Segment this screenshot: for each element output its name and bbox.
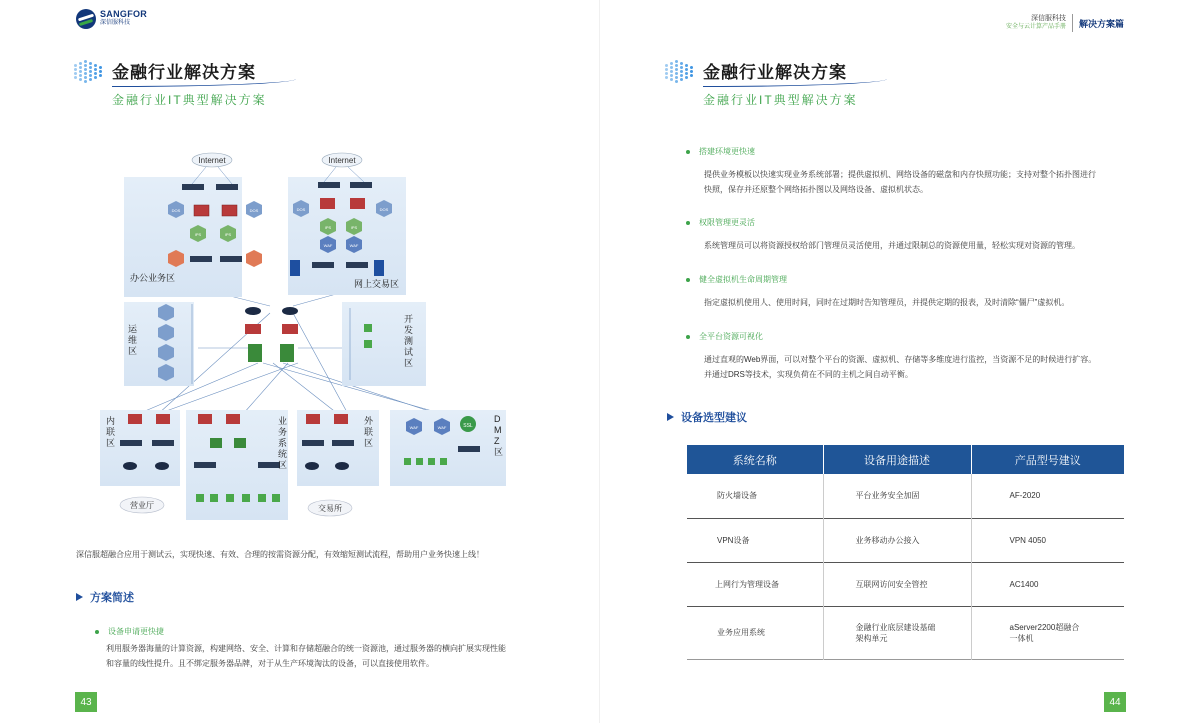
header-section: 解决方案篇 [1078, 18, 1124, 29]
decor-dot [89, 70, 92, 73]
table-cell: VPN 4050 [1009, 535, 1046, 545]
zone-label-business: 业务系统区 [278, 416, 288, 470]
decor-dot [680, 74, 683, 77]
decor-dot [74, 64, 77, 67]
decor-dot [89, 62, 92, 65]
decor-dot [79, 74, 82, 77]
decor-dot [74, 76, 77, 79]
sangfor-logo [76, 9, 147, 29]
svg-text:DOS: DOS [379, 207, 389, 212]
feature-item [686, 274, 787, 285]
decor-dot [680, 62, 683, 65]
table-row [687, 474, 1124, 518]
dot-grid-icon [74, 60, 104, 82]
decor-dot [89, 78, 92, 81]
overview-heading-text: 方案简述 [90, 592, 134, 604]
decor-dot [675, 80, 678, 83]
decor-dot [685, 72, 688, 75]
decor-dot [675, 72, 678, 75]
section-title: 金融行业解决方案 [703, 63, 847, 82]
internet-label: Internet [328, 156, 356, 165]
decor-dot [670, 74, 673, 77]
decor-dot [665, 68, 668, 71]
table-cell: 上网行为管理设备 [687, 562, 823, 606]
section-title: 金融行业解决方案 [112, 63, 256, 82]
feature-item [686, 217, 755, 228]
decor-dot [670, 66, 673, 69]
decor-dot [665, 76, 668, 79]
decor-dot [685, 64, 688, 67]
triangle-bullet-icon [76, 593, 83, 601]
bullet-paragraph [106, 641, 546, 671]
bullet-dot-icon [686, 221, 690, 225]
bullet-dot-icon [95, 630, 99, 634]
decor-dot [79, 62, 82, 65]
decor-dot [680, 78, 683, 81]
internet-label: Internet [198, 156, 226, 165]
decor-dot [89, 74, 92, 77]
feature-paragraph [704, 238, 1144, 253]
decor-dot [89, 66, 92, 69]
device-selection-table [687, 445, 1124, 660]
decor-dot [84, 80, 87, 83]
decor-dot [680, 70, 683, 73]
zone-label-ops: 运维区 [128, 324, 138, 356]
exchange-label: 交易所 [318, 504, 342, 513]
decor-dot [99, 70, 102, 73]
zone-label-online-trade: 网上交易区 [354, 279, 400, 289]
header-company: 深信服科技 [1030, 15, 1066, 22]
paragraph-line: 并通过DRS等技术，实现负荷在不同的主机之间自动平衡。 [704, 370, 913, 379]
feature-paragraph [704, 167, 1144, 197]
cell-line: aServer2200超融合 [1009, 622, 1080, 632]
paragraph-line: 指定虚拟机使用人、使用时间，同时在过期时告知管理员，并提供定期的报表，及时清除“僵尸”虚拟机。 [704, 298, 1070, 307]
triangle-bullet-icon [667, 413, 674, 421]
table-cell: AF-2020 [1009, 491, 1041, 501]
table-row [687, 606, 1124, 659]
feature-item [686, 331, 763, 342]
decor-dot [99, 74, 102, 77]
svg-text:WAF: WAF [349, 243, 359, 248]
column-header: 产品型号建议 [971, 445, 1124, 474]
svg-text:IPS: IPS [324, 225, 332, 230]
decor-dot [690, 70, 693, 73]
zone-label-external: 外联区 [364, 416, 374, 448]
paragraph-line: 和容量的线性提升。且不绑定服务器品牌，对于从生产环境淘汰的设备，可以直接使用软件。 [106, 659, 434, 668]
decor-dot [84, 72, 87, 75]
decor-dot [685, 76, 688, 79]
brand-name-en: SANGFOR [100, 9, 148, 19]
feature-item [686, 146, 755, 157]
table-header-row [687, 445, 1124, 474]
paragraph-line: 利用服务器海量的计算资源，构建网络、安全、计算和存储超融合的统一资源池，通过服务器的横向扩展实现性能 [106, 644, 506, 653]
decor-dot [670, 78, 673, 81]
svg-text:WAF: WAF [409, 425, 419, 430]
table-cell [823, 606, 971, 659]
decor-dot [665, 64, 668, 67]
feature-paragraph [704, 295, 1144, 310]
decor-dot [84, 60, 87, 63]
svg-text:IPS: IPS [224, 232, 232, 237]
decor-dot [675, 76, 678, 79]
decor-dot [670, 70, 673, 73]
bullet-dot-icon [686, 150, 690, 154]
svg-text:IPS: IPS [350, 225, 358, 230]
svg-text:IPS: IPS [194, 232, 202, 237]
bullet-title: 设备申请更快捷 [108, 627, 164, 636]
svg-text:DOS: DOS [296, 207, 306, 212]
network-topology-diagram [98, 148, 510, 526]
svg-text:DOS: DOS [171, 208, 181, 213]
decor-dot [670, 62, 673, 65]
paragraph-line: 快照，保存并还原整个网络拓扑图以及网络设备、虚拟机状态。 [704, 185, 928, 194]
table-cell: 业务应用系统 [687, 606, 823, 659]
decor-dot [680, 66, 683, 69]
decor-dot [84, 76, 87, 79]
bullet-dot-icon [686, 278, 690, 282]
brand-name-cn: 深信服科技 [100, 20, 131, 26]
branch-label: 营业厅 [130, 501, 154, 510]
decor-dot [84, 68, 87, 71]
decor-dot [74, 68, 77, 71]
decor-dot [99, 66, 102, 69]
svg-text:SSL: SSL [463, 423, 473, 429]
decor-dot [94, 76, 97, 79]
title-underline [703, 79, 887, 87]
decor-dot [675, 60, 678, 63]
bullet-item [95, 626, 164, 637]
feature-title: 权限管理更灵活 [699, 218, 755, 227]
decor-dot [74, 72, 77, 75]
overview-heading [76, 589, 134, 605]
zone-label-office: 办公业务区 [130, 273, 176, 283]
selection-heading [667, 409, 747, 425]
section-subtitle: 金融行业IT典型解决方案 [112, 93, 267, 107]
decor-dot [94, 72, 97, 75]
decor-dot [79, 70, 82, 73]
table-cell: VPN设备 [687, 518, 823, 562]
decor-dot [685, 68, 688, 71]
decor-dot [94, 64, 97, 67]
zone-label-dmz: D M Z 区 [494, 414, 504, 457]
section-subtitle: 金融行业IT典型解决方案 [703, 93, 858, 107]
svg-text:DOS: DOS [249, 208, 259, 213]
feature-title: 健全虚拟机生命周期管理 [699, 275, 787, 284]
table-cell: 防火墙设备 [687, 474, 823, 518]
table-row [687, 562, 1124, 606]
table-cell: AC1400 [1009, 579, 1039, 589]
title-underline [112, 79, 296, 87]
paragraph-line: 通过直观的Web界面，可以对整个平台的资源、虚拟机、存储等多维度进行监控，当资源不足的时候进行扩容。 [704, 355, 1097, 364]
decor-dot [79, 78, 82, 81]
cell-line: 一体机 [1009, 633, 1034, 643]
decor-dot [675, 68, 678, 71]
header-subtitle: 安全与云计算产品手册 [1005, 24, 1066, 30]
table-cell: 互联网访问安全管控 [823, 562, 971, 606]
decor-dot [94, 68, 97, 71]
dot-grid-icon [665, 60, 695, 82]
bullet-dot-icon [686, 335, 690, 339]
zone-label-intranet: 内联区 [106, 416, 116, 448]
decor-dot [690, 74, 693, 77]
feature-paragraph [704, 352, 1144, 382]
decor-dot [675, 64, 678, 67]
zone-online-trade [288, 177, 406, 295]
decor-dot [665, 72, 668, 75]
cell-line: 架构单元 [855, 633, 888, 643]
decor-dot [79, 66, 82, 69]
core-devices [245, 307, 298, 362]
feature-title: 搭建环境更快速 [699, 147, 755, 156]
column-header: 设备用途描述 [823, 445, 971, 474]
table-cell [971, 606, 1124, 659]
table-cell: 平台业务安全加固 [823, 474, 971, 518]
svg-text:WAF: WAF [437, 425, 447, 430]
cell-line: 金融行业底层建设基础 [855, 622, 936, 632]
decor-dot [84, 64, 87, 67]
column-header: 系统名称 [687, 445, 823, 474]
diagram-caption: 深信服超融合应用于测试云，实现快速、有效、合理的按需资源分配，有效缩短测试流程，帮助用户业务快速上线！ [76, 550, 484, 559]
running-header [1006, 14, 1124, 32]
paragraph-line: 提供业务模板以快速实现业务系统部署；提供虚拟机、网络设备的磁盘和内存快照功能；支持对整个拓扑图进行 [704, 170, 1096, 179]
page-number: 43 [75, 692, 97, 712]
table-cell: 业务移动办公接入 [823, 518, 971, 562]
selection-heading-text: 设备选型建议 [681, 412, 747, 424]
decor-dot [690, 66, 693, 69]
svg-text:WAF: WAF [323, 243, 333, 248]
sangfor-logo-icon [76, 9, 96, 29]
table-row [687, 518, 1124, 562]
feature-title: 全平台资源可视化 [699, 332, 763, 341]
zone-devtest [342, 302, 426, 386]
paragraph-line: 系统管理员可以将资源授权给部门管理员灵活使用，并通过限制总的资源使用量，轻松实现对资源的管理。 [704, 241, 1080, 250]
page-number: 44 [1104, 692, 1126, 712]
zone-label-devtest: 开发测试区 [404, 314, 414, 368]
